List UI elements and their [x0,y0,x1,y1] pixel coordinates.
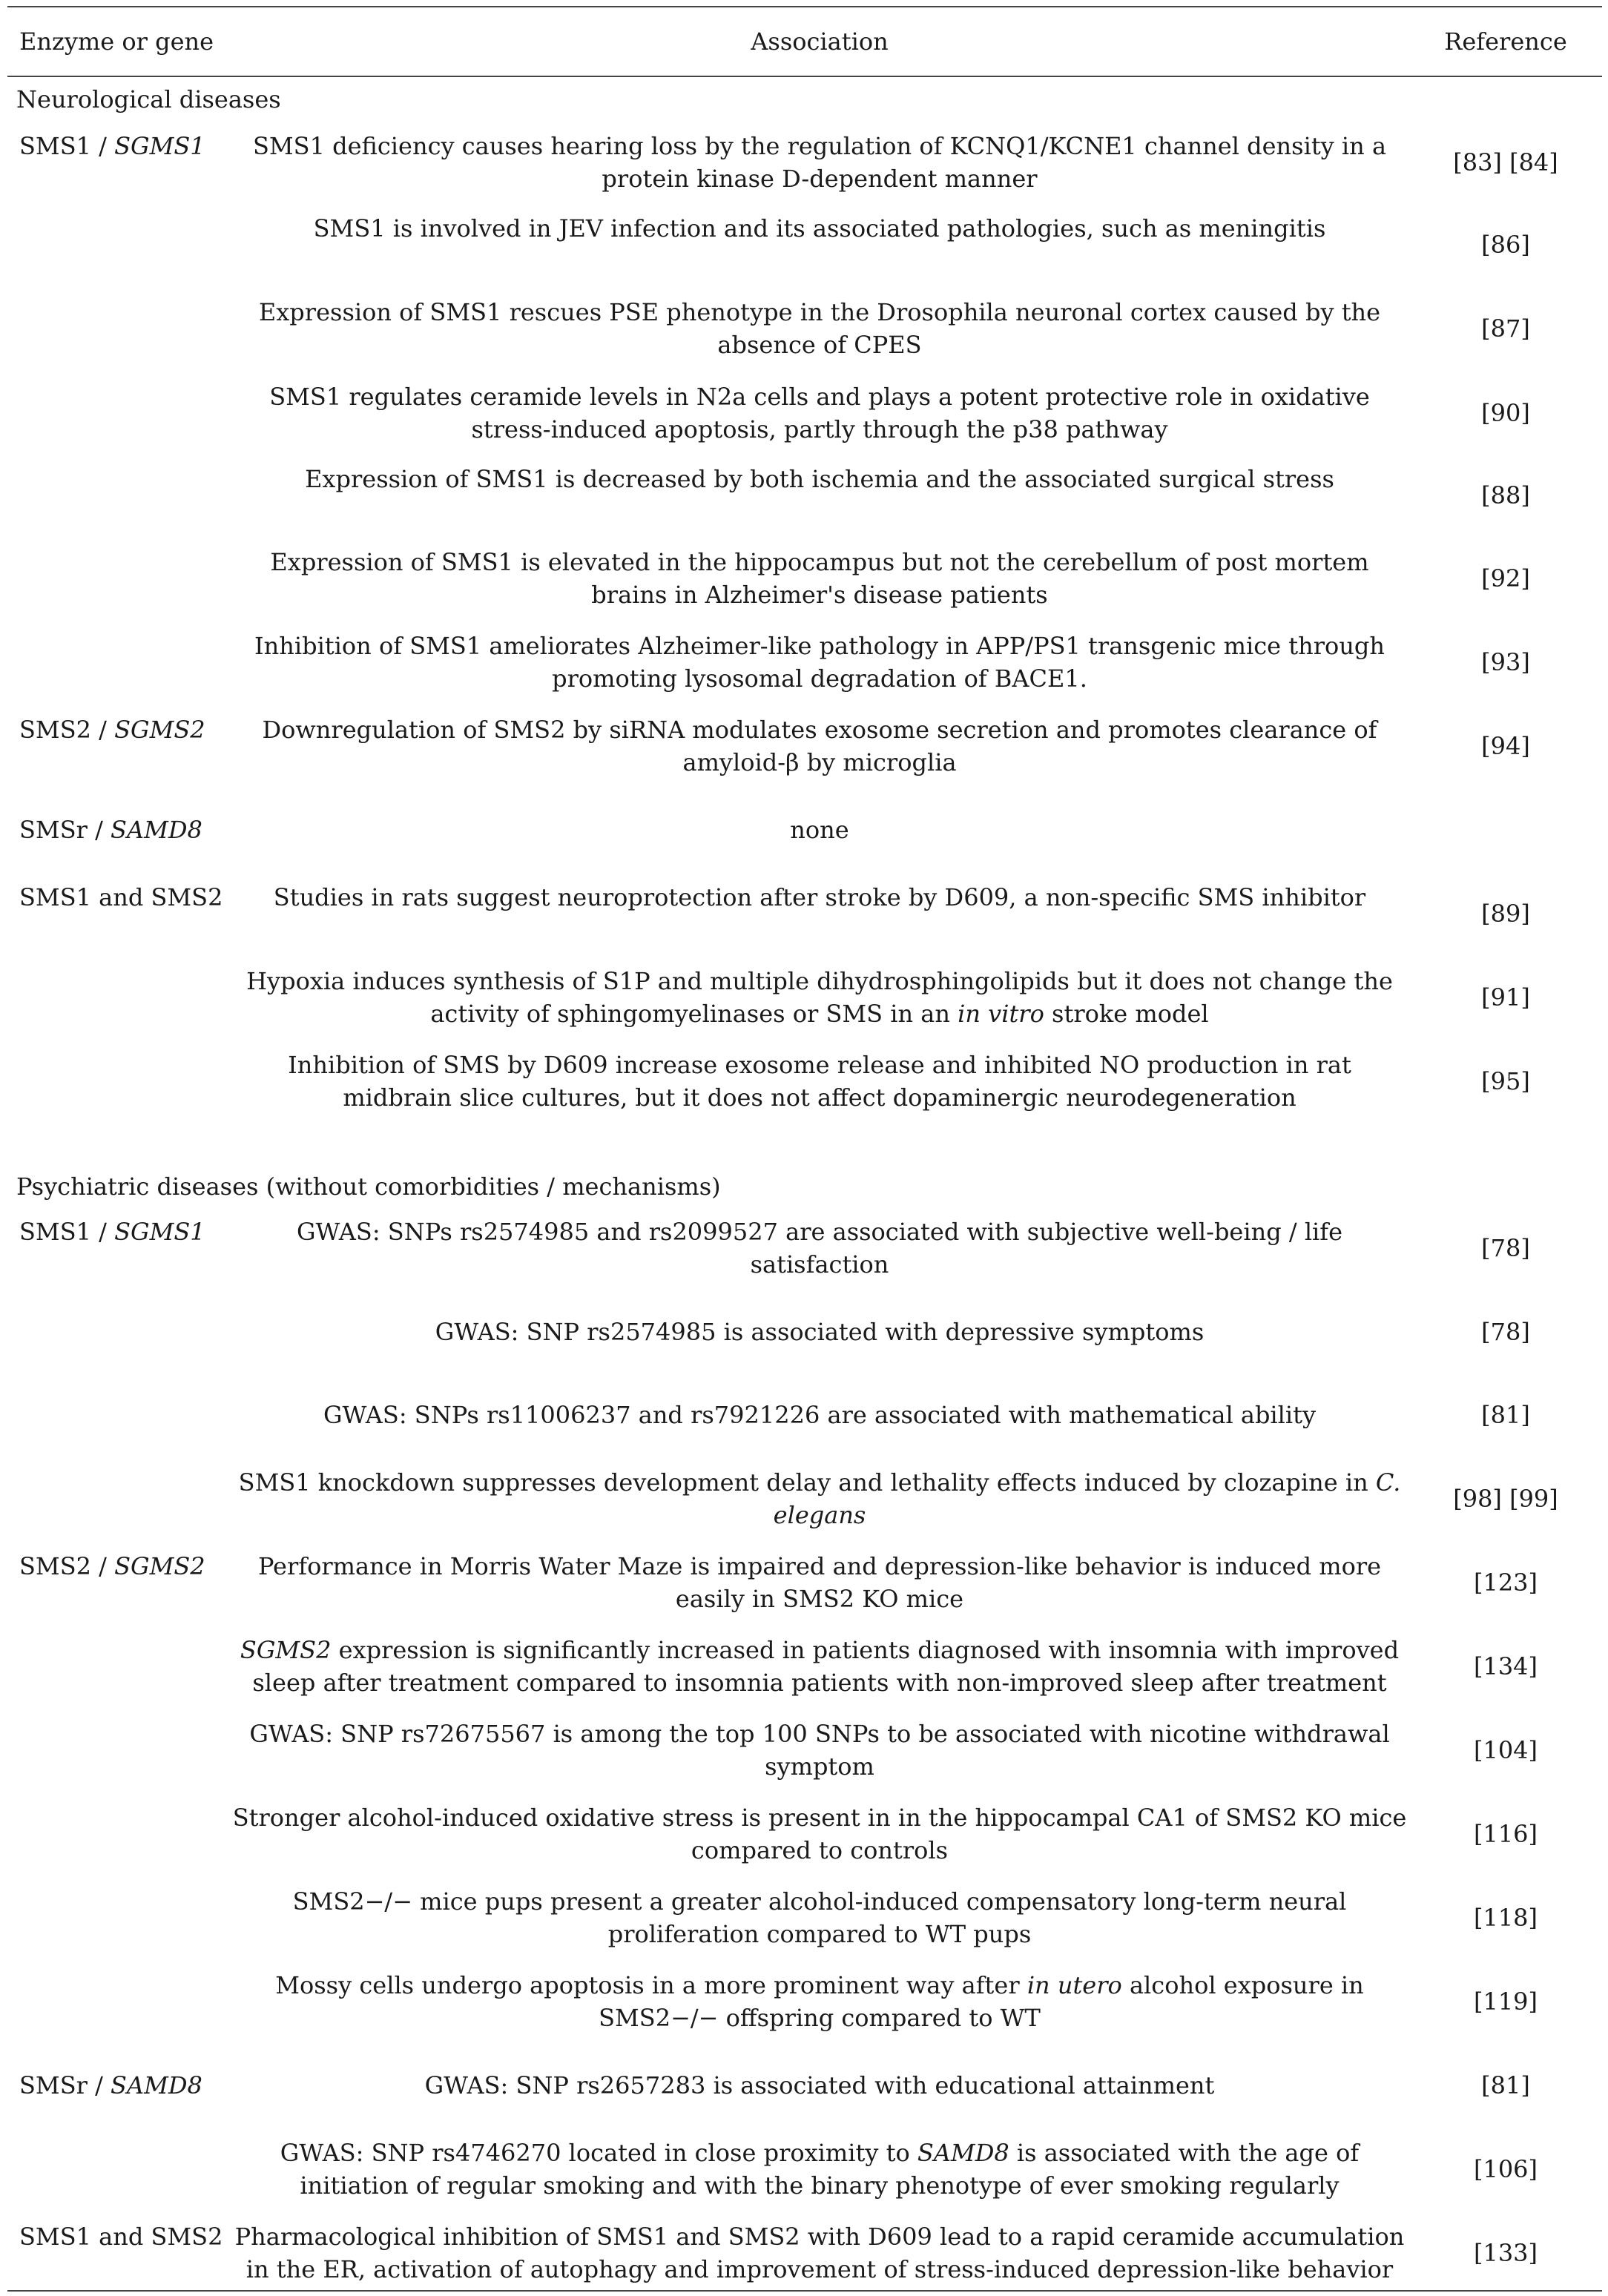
association-cell [230,2220,1409,2286]
association-cell [230,630,1409,695]
association-cell [230,713,1409,779]
association-text: Expression of SMS1 is decreased by both ischemia and the associated surgical stress [305,465,1334,493]
association-text-end: expression is significantly increased in patients diagnosed with insomnia with improved sleep after treatment compared to insomnia patients with non-improved sleep after treatment [252,1636,1400,1697]
bottom-rule [7,2290,1602,2292]
top-rule [7,6,1602,7]
association-cell [230,463,1409,495]
association-text: SMS1 knockdown suppresses development delay and lethality effects induced by clozapine in [238,1468,1376,1497]
association-text: Studies in rats suggest neuroprotection after stroke by D609, a non-specific SMS inhibitor [273,883,1366,911]
reference-cell [1424,1650,1587,1683]
table-row [7,630,1602,695]
association-cell [230,1215,1409,1281]
reference-text: [81] [1481,1401,1530,1429]
table-row [7,1049,1602,1114]
table-row [7,463,1602,528]
association-italic: SGMS2 [240,1636,332,1664]
table-row [7,546,1602,611]
association-text: Pharmacological inhibition of SMS1 and SMS2 with D609 lead to a rapid ceramide accumulation in the ER, activation of autophagy and improvement of stress-induced depression-like behavior [234,2223,1405,2283]
association-cell [230,296,1409,361]
association-text: Inhibition of SMS by D609 increase exosome release and inhibited NO production in rat midbrain slice cultures, but it does not affect dopaminergic neurodegeneration [288,1051,1351,1112]
gene-name: SMS1 and SMS2 [19,883,223,911]
reference-cell [1424,1818,1587,1850]
table-row [7,1466,1602,1531]
header-gene: Enzyme or gene [19,27,214,56]
association-cell [230,1718,1409,1783]
reference-cell [1424,146,1587,179]
association-cell [230,965,1409,1030]
reference-text: [83] [84] [1453,148,1558,177]
reference-text: [91] [1481,983,1530,1012]
reference-cell [1424,397,1587,429]
association-italic: C. elegans [773,1468,1401,1529]
reference-cell [1424,897,1587,930]
reference-text: [87] [1481,314,1530,343]
reference-cell [1424,1566,1587,1599]
reference-text: [123] [1473,1568,1538,1597]
reference-text: [134] [1473,1652,1538,1680]
reference-cell [1424,312,1587,345]
association-italic: SAMD8 [917,2139,1009,2167]
gene-cell [19,1550,249,1583]
reference-text: [116] [1473,1820,1538,1848]
reference-text: [119] [1473,1987,1538,2016]
section-title: Psychiatric diseases (without comorbidities / mechanisms) [16,1172,721,1201]
association-text: SMS1 regulates ceramide levels in N2a cells and plays a potent protective role in oxidative stress-induced apoptosis, partly through the p38 pathway [269,383,1370,443]
table-row [7,1382,1602,1448]
reference-text: [89] [1481,900,1530,928]
association-text: SMS2−/− mice pups present a greater alcohol-induced compensatory long-term neural proliferation compared to WT pups [292,1887,1347,1948]
gene-name: SMSr / [19,816,111,844]
reference-text: [133] [1473,2239,1538,2267]
association-text: Hypoxia induces synthesis of S1P and multiple dihydrosphingolipids but it does not change the activity of sphingomyelinases or SMS in an [246,967,1393,1028]
reference-text: [92] [1481,564,1530,593]
reference-text: [88] [1481,481,1530,509]
association-text-end: is associated with the age of initiation of regular smoking and with the binary phenotype of ever smoking regularly [300,2139,1360,2200]
table-row [7,1550,1602,1615]
association-cell [230,1634,1409,1699]
association-cell [230,1466,1409,1531]
association-text: Stronger alcohol-induced oxidative stress is present in in the hippocampal CA1 of SMS2 KO mice compared to controls [232,1804,1407,1864]
association-cell [230,1969,1409,2034]
table-row [7,1215,1602,1281]
reference-cell [1424,981,1587,1014]
table-row [7,1801,1602,1867]
reference-cell [1424,1734,1587,1766]
reference-cell [1424,1985,1587,2018]
association-cell [230,546,1409,611]
association-cell [230,2137,1409,2202]
gene-symbol: SGMS2 [114,716,205,744]
association-cell [230,130,1409,195]
table-row [7,212,1602,277]
table-row [7,965,1602,1030]
association-italic: in vitro [958,1000,1044,1028]
association-cell [230,1399,1409,1431]
association-cell [230,380,1409,446]
table-row [7,1299,1602,1365]
association-text: Expression of SMS1 rescues PSE phenotype in the Drosophila neuronal cortex caused by the absence of CPES [258,298,1381,359]
association-text: Mossy cells undergo apoptosis in a more prominent way after [275,1971,1027,1999]
table-row [7,881,1602,946]
association-text-end: stroke model [1044,1000,1209,1028]
association-text: Performance in Morris Water Maze is impaired and depression-like behavior is induced more easily in SMS2 KO mice [257,1552,1382,1613]
association-text: GWAS: SNP rs2574985 is associated with depressive symptoms [435,1318,1205,1346]
gene-name: SMS2 / [19,716,115,744]
header-rule [7,76,1602,77]
table-row [7,1718,1602,1783]
association-text: none [790,816,849,844]
gene-name: SMS1 / [19,1218,115,1246]
association-cell [230,212,1409,245]
gene-cell [19,2220,249,2253]
table-row [7,296,1602,361]
reference-cell [1424,1901,1587,1934]
table-row [7,2220,1602,2286]
reference-text: [81] [1481,2071,1530,2099]
gene-symbol: SGMS1 [114,132,205,160]
reference-text: [93] [1481,648,1530,676]
gene-cell [19,2069,249,2102]
gene-symbol: SGMS1 [114,1218,205,1246]
reference-cell [1424,562,1587,595]
gene-name: SMSr / [19,2071,111,2099]
association-text: Downregulation of SMS2 by siRNA modulates exosome secretion and promotes clearance of amyloid-β by microglia [262,716,1377,776]
reference-text: [78] [1481,1234,1530,1262]
reference-cell [1424,1399,1587,1431]
association-text: GWAS: SNPs rs2574985 and rs2099527 are associated with subjective well-being / life satisfaction [296,1218,1343,1279]
reference-cell [1424,1065,1587,1098]
association-text: Inhibition of SMS1 ameliorates Alzheimer-like pathology in APP/PS1 transgenic mice through promoting lysosomal degradation of BACE1. [254,632,1385,693]
reference-text: [106] [1473,2155,1538,2183]
table-row [7,797,1602,862]
association-text: SMS1 deficiency causes hearing loss by the regulation of KCNQ1/KCNE1 channel density in a protein kinase D-dependent manner [252,132,1387,193]
table-row [7,1969,1602,2034]
gene-symbol: SGMS2 [114,1552,205,1580]
gene-cell [19,713,249,746]
association-text-end: alcohol exposure in SMS2−/− offspring compared to WT [599,1971,1364,2032]
reference-text: [98] [99] [1453,1485,1558,1513]
table-row [7,130,1602,195]
gene-cell [19,881,249,914]
reference-cell [1424,730,1587,762]
association-cell [230,814,1409,846]
reference-text: [95] [1481,1067,1530,1095]
association-cell [230,1885,1409,1950]
gene-symbol: SAMD8 [111,2071,202,2099]
table-row [7,2137,1602,2202]
association-cell [230,881,1409,914]
association-text: GWAS: SNPs rs11006237 and rs7921226 are associated with mathematical ability [323,1401,1317,1429]
association-text: Expression of SMS1 is elevated in the hippocampus but not the cerebellum of post mortem brains in Alzheimer's disease patients [270,548,1369,609]
reference-text: [78] [1481,1318,1530,1346]
association-cell [230,1049,1409,1114]
gene-name: SMS2 / [19,1552,115,1580]
reference-text: [94] [1481,732,1530,760]
reference-cell [1424,2069,1587,2102]
reference-cell [1424,2153,1587,2186]
reference-text: [118] [1473,1904,1538,1932]
table-row [7,713,1602,779]
reference-cell [1424,228,1587,261]
association-cell [230,1316,1409,1348]
association-cell [230,2069,1409,2102]
reference-text: [86] [1481,231,1530,259]
table-row [7,1885,1602,1950]
gene-name: SMS1 and SMS2 [19,2223,223,2251]
gene-symbol: SAMD8 [111,816,202,844]
reference-cell [1424,2237,1587,2269]
table-row [7,380,1602,446]
association-text: GWAS: SNP rs4746270 located in close proximity to [280,2139,917,2167]
reference-cell [1424,1482,1587,1515]
reference-text: [90] [1481,399,1530,427]
table-row [7,1634,1602,1699]
association-text: SMS1 is involved in JEV infection and its associated pathologies, such as meningitis [313,214,1326,243]
header-reference: Reference [1444,27,1567,56]
section-title: Neurological diseases [16,85,281,113]
reference-cell [1424,646,1587,679]
reference-cell [1424,1232,1587,1264]
reference-cell [1424,479,1587,512]
table-row [7,2053,1602,2118]
association-cell [230,1801,1409,1867]
reference-cell [1424,1316,1587,1348]
gene-cell [19,130,249,162]
header-association: Association [751,27,889,56]
reference-text: [104] [1473,1736,1538,1764]
gene-name: SMS1 / [19,132,115,160]
gene-cell [19,1215,249,1248]
association-text: GWAS: SNP rs72675567 is among the top 100 SNPs to be associated with nicotine withdrawal symptom [249,1720,1390,1781]
association-cell [230,1550,1409,1615]
gene-cell [19,814,249,846]
association-italic: in utero [1027,1971,1122,1999]
association-text: GWAS: SNP rs2657283 is associated with educational attainment [424,2071,1215,2099]
